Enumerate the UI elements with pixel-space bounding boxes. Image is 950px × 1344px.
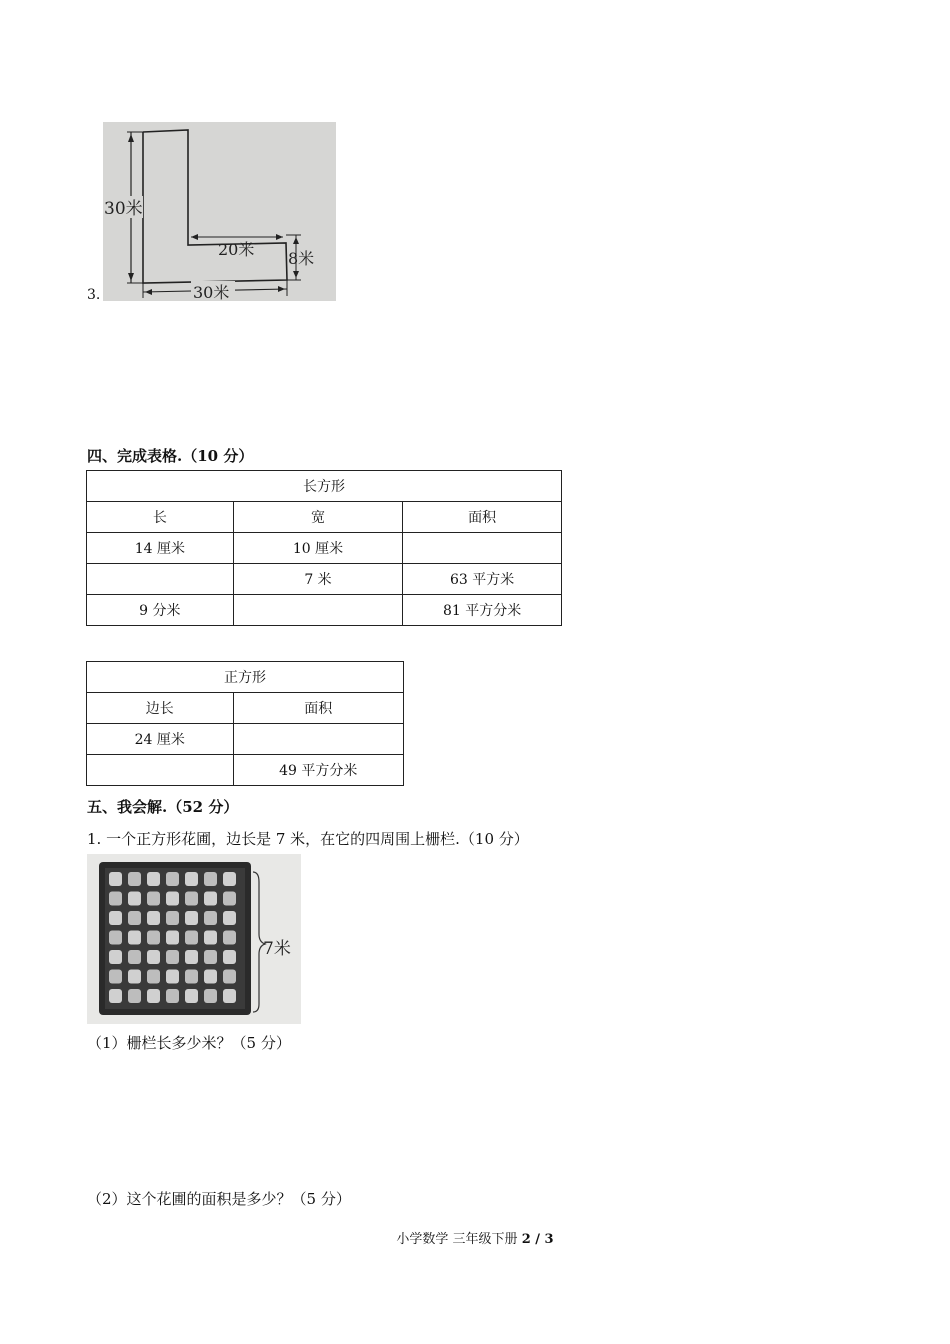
- plant-icon: [185, 892, 198, 906]
- plant-icon: [147, 970, 160, 984]
- plant-icon: [128, 989, 141, 1003]
- plant-icon: [166, 911, 179, 925]
- table-cell: 24 厘米: [87, 724, 234, 755]
- plant-icon: [166, 950, 179, 964]
- plant-icon: [147, 892, 160, 906]
- table-cell: 63 平方米: [403, 564, 562, 595]
- plant-icon: [147, 950, 160, 964]
- table-cell: 10 厘米: [233, 533, 403, 564]
- page-number: 2 / 3: [521, 1232, 554, 1247]
- sub-question-2: （2）这个花圃的面积是多少？（5 分）: [87, 1190, 351, 1208]
- rectangle-table-title: 长方形: [87, 471, 562, 502]
- garden-figure: [87, 854, 301, 1024]
- plant-icon: [223, 892, 236, 906]
- question-3-number: 3.: [87, 287, 101, 303]
- plant-icon: [204, 989, 217, 1003]
- plant-icon: [204, 911, 217, 925]
- plant-icon: [185, 989, 198, 1003]
- sub-question-1: （1）栅栏长多少米？（5 分）: [87, 1034, 291, 1052]
- rectangle-table: [86, 470, 562, 626]
- garden-label-7m: 7米: [263, 939, 291, 959]
- plant-icon: [109, 950, 122, 964]
- plant-icon: [147, 989, 160, 1003]
- plant-icon: [128, 970, 141, 984]
- plant-icon: [166, 892, 179, 906]
- plant-icon: [147, 931, 160, 945]
- plant-icon: [223, 872, 236, 886]
- plant-icon: [128, 950, 141, 964]
- plant-icon: [128, 892, 141, 906]
- header-area: 面积: [233, 693, 403, 724]
- table-cell: 81 平方分米: [403, 595, 562, 626]
- table-row: [87, 595, 562, 626]
- header-width: 宽: [233, 502, 403, 533]
- table-cell-blank: [87, 755, 234, 786]
- square-table-title: 正方形: [87, 662, 404, 693]
- table-cell: 14 厘米: [87, 533, 234, 564]
- square-table: [86, 661, 404, 786]
- plant-icon: [166, 931, 179, 945]
- section-4-heading: 四、完成表格.（10 分）: [87, 447, 254, 465]
- plant-icon: [128, 872, 141, 886]
- plant-icon: [223, 970, 236, 984]
- header-area: 面积: [403, 502, 562, 533]
- plant-icon: [147, 911, 160, 925]
- figure-label-bottom: 30米: [193, 283, 230, 301]
- figure-label-left: 30米: [104, 199, 143, 219]
- table-row: [87, 724, 404, 755]
- page-footer: [0, 1228, 950, 1247]
- table-cell-blank: [403, 533, 562, 564]
- table-cell: 7 米: [233, 564, 403, 595]
- table-row: [87, 564, 562, 595]
- plant-icon: [109, 892, 122, 906]
- plant-icon: [109, 931, 122, 945]
- plant-icon: [204, 931, 217, 945]
- plant-icon: [223, 911, 236, 925]
- plant-icon: [185, 872, 198, 886]
- header-side-length: 边长: [87, 693, 234, 724]
- table-cell: 9 分米: [87, 595, 234, 626]
- section-5-heading: 五、我会解.（52 分）: [87, 798, 239, 816]
- plant-icon: [128, 911, 141, 925]
- question-1-text: 1. 一个正方形花圃，边长是 7 米，在它的四周围上栅栏.（10 分）: [87, 830, 529, 848]
- plant-icon: [166, 989, 179, 1003]
- table-cell: 49 平方分米: [233, 755, 403, 786]
- footer-text: 小学数学 三年级下册: [396, 1232, 522, 1247]
- plant-icon: [109, 872, 122, 886]
- plant-icon: [223, 931, 236, 945]
- plant-icon: [204, 892, 217, 906]
- table-cell-blank: [233, 595, 403, 626]
- l-shape-figure: [103, 122, 336, 301]
- plant-icon: [109, 970, 122, 984]
- plant-icon: [185, 911, 198, 925]
- table-cell-blank: [87, 564, 234, 595]
- plant-icon: [166, 872, 179, 886]
- table-cell-blank: [233, 724, 403, 755]
- plant-icon: [185, 950, 198, 964]
- plant-icon: [147, 872, 160, 886]
- table-row: [87, 755, 404, 786]
- plant-icon: [109, 911, 122, 925]
- plant-icon: [204, 950, 217, 964]
- table-row: [87, 533, 562, 564]
- plant-icon: [109, 989, 122, 1003]
- figure-label-right: 8米: [288, 249, 315, 268]
- plant-icon: [185, 970, 198, 984]
- plant-icon: [204, 872, 217, 886]
- plant-icon: [223, 950, 236, 964]
- plant-icon: [128, 931, 141, 945]
- header-length: 长: [87, 502, 234, 533]
- plant-icon: [204, 970, 217, 984]
- figure-label-inner: 20米: [218, 240, 255, 259]
- plant-icon: [223, 989, 236, 1003]
- plant-icon: [185, 931, 198, 945]
- plant-icon: [166, 970, 179, 984]
